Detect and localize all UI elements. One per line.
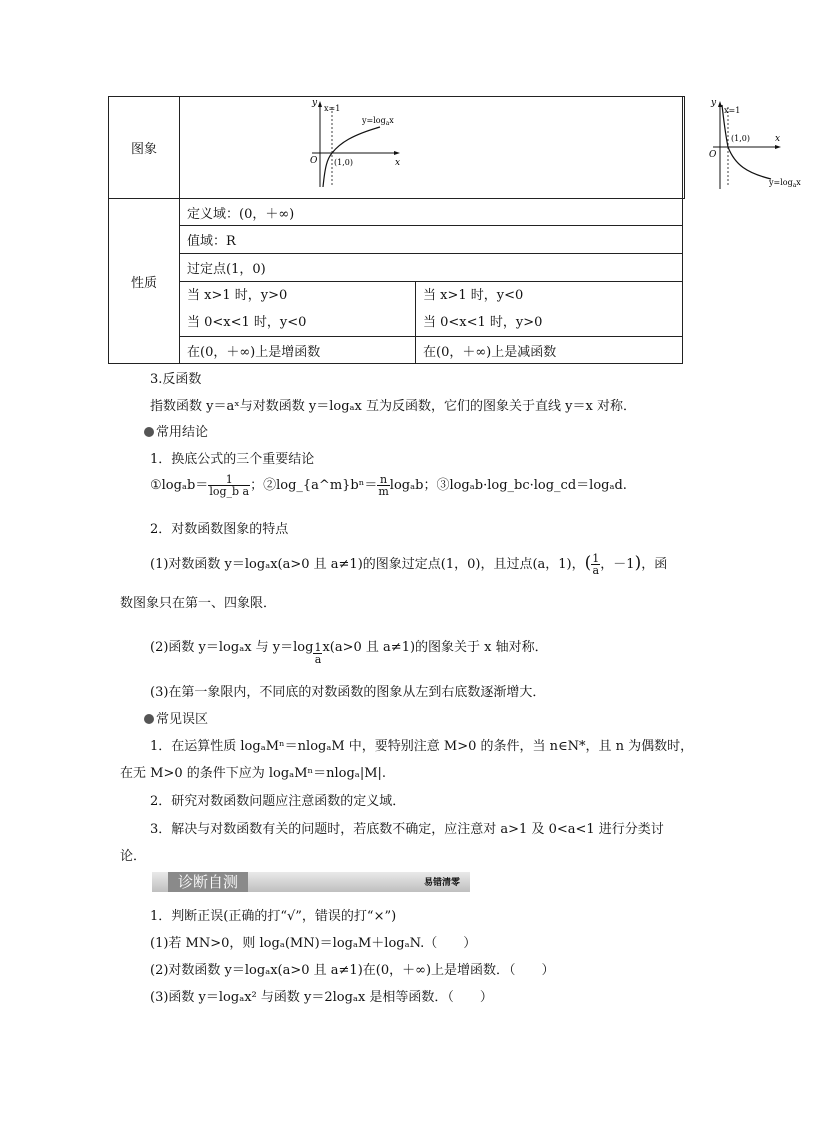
y-axis-label: y — [312, 98, 318, 108]
right-sign-a: 当 x>1 时，y<0 — [423, 288, 524, 303]
origin-label: O — [709, 150, 717, 160]
curve-label: $y=\log_ax$ — [362, 116, 394, 127]
q1-2: (2)对数函数 y＝logₐx(a>0 且 a≠1)在(0，＋∞)上是增函数．（ ） — [150, 963, 555, 978]
c2-3-text: (3)在第一象限内，不同底的对数函数的图象从左到右底数逐渐增大． — [150, 685, 546, 700]
m3-text: 3．解决与对数函数有关的问题时，若底数不确定，应注意对 a>1 及 0<a<1 进行分类讨 — [150, 822, 664, 837]
right-mono-cell: 在(0，＋∞)上是减函数 — [416, 337, 683, 364]
left-sign-a: 当 x>1 时，y>0 — [187, 288, 288, 303]
c1-formula — [150, 474, 627, 497]
mistake-title: 常见误区 — [156, 712, 209, 727]
banner-label: 诊断自测 — [168, 872, 248, 892]
origin-label: O — [310, 156, 318, 166]
fraction-2: $\frac{n}{m}$ — [378, 473, 389, 498]
x-axis-label: x — [775, 134, 781, 144]
m2-text: 2．研究对数函数问题应注意函数的定义域． — [150, 794, 406, 809]
fraction-1: $\frac{1}{\text{log\_b a}}$ — [209, 473, 250, 498]
formula-part-3: logₐb；③logₐb·log_bc·log_cd＝logₐd. — [389, 478, 627, 493]
right-sign-b: 当 0<x<1 时，y>0 — [423, 315, 543, 330]
line-label: x=1 — [724, 106, 741, 115]
self-test-banner — [152, 872, 470, 892]
curve-label: $y=\log_ax$ — [769, 178, 801, 189]
properties-table — [108, 96, 801, 364]
q1-1: (1)若 MN>0，则 logₐ(MN)＝logₐM＋logₐN.（ ） — [150, 936, 477, 951]
section3-title: 3.反函数 — [150, 372, 202, 387]
graph-row-label: 图象 — [109, 97, 180, 199]
mistake-heading — [144, 708, 208, 727]
common-title: 常用结论 — [156, 425, 209, 440]
c2-1-cont: 数图象只在第一、四象限． — [120, 596, 277, 611]
point-label: (1,0) — [334, 158, 353, 167]
left-sign-b: 当 0<x<1 时，y<0 — [187, 315, 307, 330]
props-row-label: 性质 — [109, 199, 180, 364]
y-axis-label: y — [711, 98, 717, 108]
formula-part-2: ；②log_{a^m}bⁿ＝ — [250, 478, 378, 493]
bulb-icon — [144, 427, 154, 437]
formula-part-1: ①logₐb＝ — [150, 478, 209, 493]
banner-right: 易错清零 — [423, 878, 460, 888]
warning-icon — [144, 714, 154, 724]
left-mono-cell: 在(0，＋∞)上是增函数 — [180, 337, 416, 364]
left-sign-cell — [180, 282, 416, 337]
m1-text: 1．在运算性质 logₐMⁿ＝nlogₐM 中，要特别注意 M>0 的条件，当 n∈N*，且 n 为偶数时， — [150, 739, 694, 754]
graph-cell-left — [180, 97, 683, 199]
q1-3: (3)函数 y＝logₐx² 与函数 y＝2logₐx 是相等函数．（ ） — [150, 990, 493, 1005]
fixed-point-cell: 过定点(1，0) — [180, 254, 683, 282]
graph-cell-right — [683, 97, 801, 199]
c2-text: 2．对数函数图象的特点 — [150, 522, 289, 537]
log-graph-decreasing — [683, 97, 823, 198]
section3-text: 指数函数 y＝aˣ与对数函数 y＝logₐx 互为反函数，它们的图象关于直线 y＝x 对称． — [150, 399, 636, 414]
line-label: x=1 — [324, 104, 341, 113]
domain-cell: 定义域：(0，＋∞) — [180, 199, 683, 226]
right-sign-cell — [416, 282, 683, 337]
base-1-over-a: $\frac{1}{a}$ — [314, 641, 322, 666]
c2-2-line: (2)函数 y＝logₐx 与 y＝log $\frac{1}{a}$ x(a>0 且 a≠1)的图象关于 x 轴对称． — [150, 640, 548, 666]
c2-1-line: (1)对数函数 y＝logₐx(a>0 且 a≠1)的图象过定点(1，0)，且过点(a，1)，( $\frac{1}{a}$ ，－1)，函 — [150, 552, 668, 577]
fraction-1-over-a: $\frac{1}{a}$ — [592, 552, 600, 577]
common-heading — [144, 421, 208, 440]
x-axis-label: x — [395, 158, 401, 168]
q1-text: 1．判断正误(正确的打“√”，错误的打“×”) — [150, 909, 397, 924]
m1-cont: 在无 M>0 的条件下应为 logₐMⁿ＝nlogₐ|M|. — [120, 766, 387, 781]
range-cell: 值域：R — [180, 226, 683, 254]
log-graph-increasing — [180, 97, 530, 198]
point-label: (1,0) — [731, 134, 751, 143]
c1-text: 1．换底公式的三个重要结论 — [150, 452, 315, 467]
m3-cont: 论． — [120, 849, 147, 864]
